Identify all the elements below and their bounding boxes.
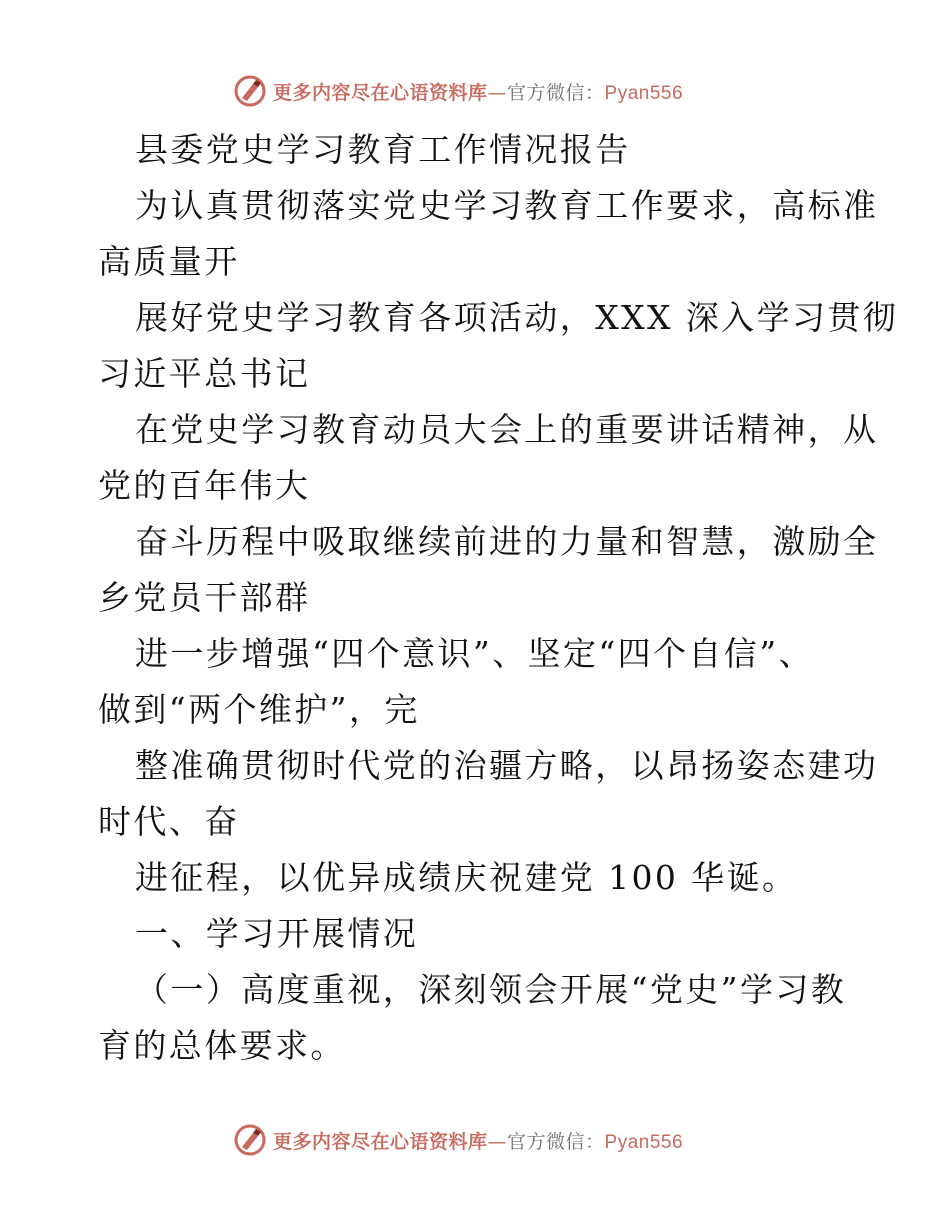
paragraph-line: 育的总体要求。 xyxy=(98,1026,346,1065)
watermark-separator: — xyxy=(487,1130,508,1153)
paragraph-line: 在党史学习教育动员大会上的重要讲话精神，从 xyxy=(135,410,879,449)
watermark-separator: — xyxy=(487,81,508,104)
brand-logo-icon xyxy=(233,74,267,108)
paragraph-line: 时代、奋 xyxy=(98,802,240,841)
document-body xyxy=(98,122,899,1074)
paragraph-line: 整准确贯彻时代党的治疆方略，以昂扬姿态建功 xyxy=(135,746,879,785)
paragraph-line: 做到“两个维护”，完 xyxy=(98,690,420,729)
paragraph-line: 进一步增强“四个意识”、坚定“四个自信”、 xyxy=(135,634,814,673)
watermark-brand: 更多内容尽在心语资料库 xyxy=(273,81,488,104)
paragraph-line: 高质量开 xyxy=(98,242,240,281)
document-title: 县委党史学习教育工作情况报告 xyxy=(135,130,631,169)
header-watermark xyxy=(233,73,753,109)
paragraph-line: 乡党员干部群 xyxy=(98,578,311,617)
paragraph-line: 进征程，以优异成绩庆祝建党 100 华诞。 xyxy=(135,858,798,897)
paragraph-line: 党的百年伟大 xyxy=(98,466,311,505)
paragraph-line: 奋斗历程中吸取继续前进的力量和智慧，激励全 xyxy=(135,522,879,561)
watermark-official-label: 官方微信： xyxy=(507,81,605,104)
section-heading: 一、学习开展情况 xyxy=(135,914,419,953)
watermark-brand: 更多内容尽在心语资料库 xyxy=(273,1130,488,1153)
paragraph-line: 为认真贯彻落实党史学习教育工作要求，高标准 xyxy=(135,186,879,225)
footer-watermark xyxy=(233,1122,753,1158)
watermark-wechat-id: Pyan556 xyxy=(604,1131,684,1153)
watermark-wechat-id: Pyan556 xyxy=(604,82,684,104)
paragraph-line: 展好党史学习教育各项活动，XXX 深入学习贯彻 xyxy=(135,298,899,337)
brand-logo-icon xyxy=(233,1123,267,1157)
subsection-heading: （一）高度重视，深刻领会开展“党史”学习教 xyxy=(135,970,847,1009)
watermark-official-label: 官方微信： xyxy=(507,1130,605,1153)
paragraph-line: 习近平总书记 xyxy=(98,354,311,393)
